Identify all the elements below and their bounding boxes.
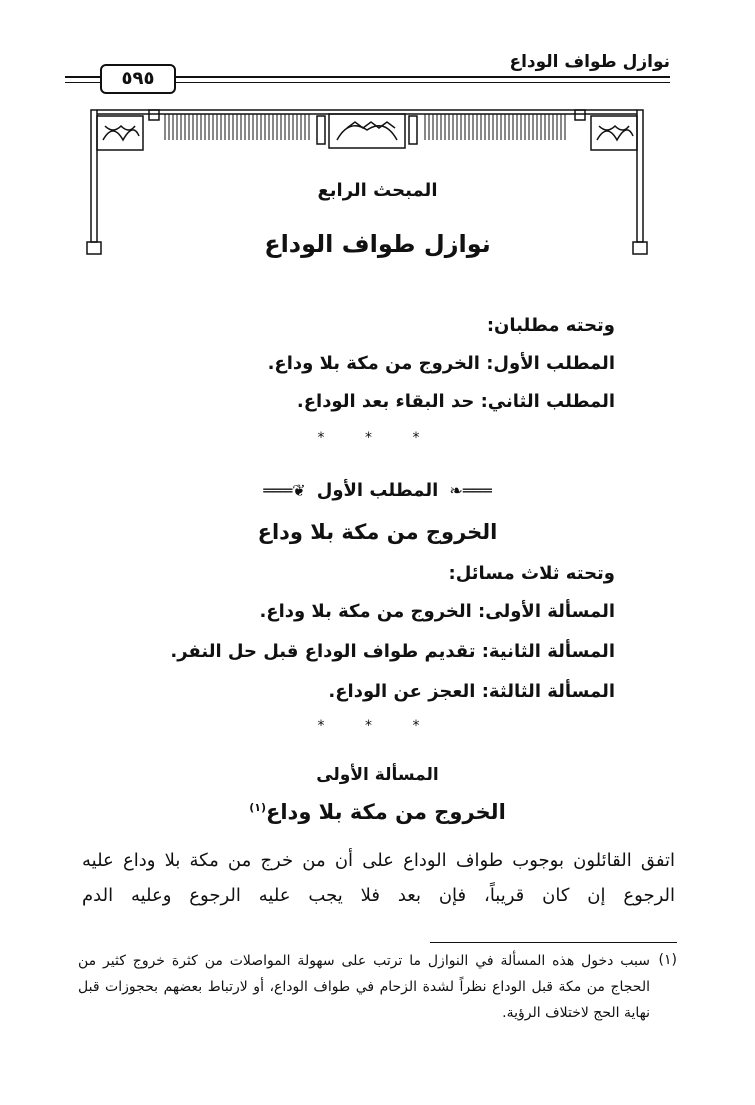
running-title: نوازل طواف الوداع — [509, 52, 670, 72]
masala-item-3: المسألة الثالثة: العجز عن الوداع. — [328, 681, 615, 702]
separator-stars-2: * * * — [317, 718, 438, 734]
footnote-text: سبب دخول هذه المسألة في النوازل ما ترتب على سهولة المواصلات من كثرة خروج كثير من الحجاج من مكة قبل الوداع نظراً لشدة الزحام في طواف الوداع، أو لارتباط بعضهم بحجوزات قبل نهاية الحج لاختلاف الرؤية. — [78, 953, 650, 1021]
matlab-heading-block — [0, 480, 755, 501]
header-rule — [175, 76, 670, 83]
page-number: ٥٩٥ — [100, 64, 176, 94]
section-label: المبحث الرابع — [317, 180, 438, 201]
page-number-rule — [65, 76, 100, 83]
masala-title — [0, 800, 755, 824]
section-title: نوازل طواف الوداع — [264, 230, 491, 258]
masala-item-1: المسألة الأولى: الخروج من مكة بلا وداع. — [259, 601, 615, 622]
footnote-number: (١) — [658, 952, 677, 968]
matlab-title: الخروج من مكة بلا وداع — [257, 520, 498, 544]
matlab-heading: المطلب الأول — [316, 480, 439, 501]
masala-item-2: المسألة الثانية: تقديم طواف الوداع قبل حل النفر. — [170, 641, 615, 662]
contents-item-1: المطلب الأول: الخروج من مكة بلا وداع. — [267, 353, 615, 374]
ornament-left-icon: ═══❦ — [263, 481, 306, 500]
footnote-ref[interactable]: (١) — [249, 801, 266, 814]
separator-stars: * * * — [317, 430, 438, 446]
footnote-rule — [430, 942, 677, 943]
masail-intro: وتحته ثلاث مسائل: — [448, 563, 615, 584]
masala-title-text: الخروج من مكة بلا وداع — [266, 800, 506, 824]
ornament-right-icon: ❧═══ — [449, 481, 492, 500]
contents-intro: وتحته مطلبان: — [486, 315, 615, 336]
contents-item-2: المطلب الثاني: حد البقاء بعد الوداع. — [296, 391, 615, 412]
body-paragraph: اتفق القائلون بوجوب طواف الوداع على أن من خرج من مكة بلا وداع عليه الرجوع إن كان قريباً، فإن بعد فلا يجب عليه الرجوع وعليه الدم — [82, 850, 675, 906]
masala-heading: المسألة الأولى — [316, 765, 439, 785]
